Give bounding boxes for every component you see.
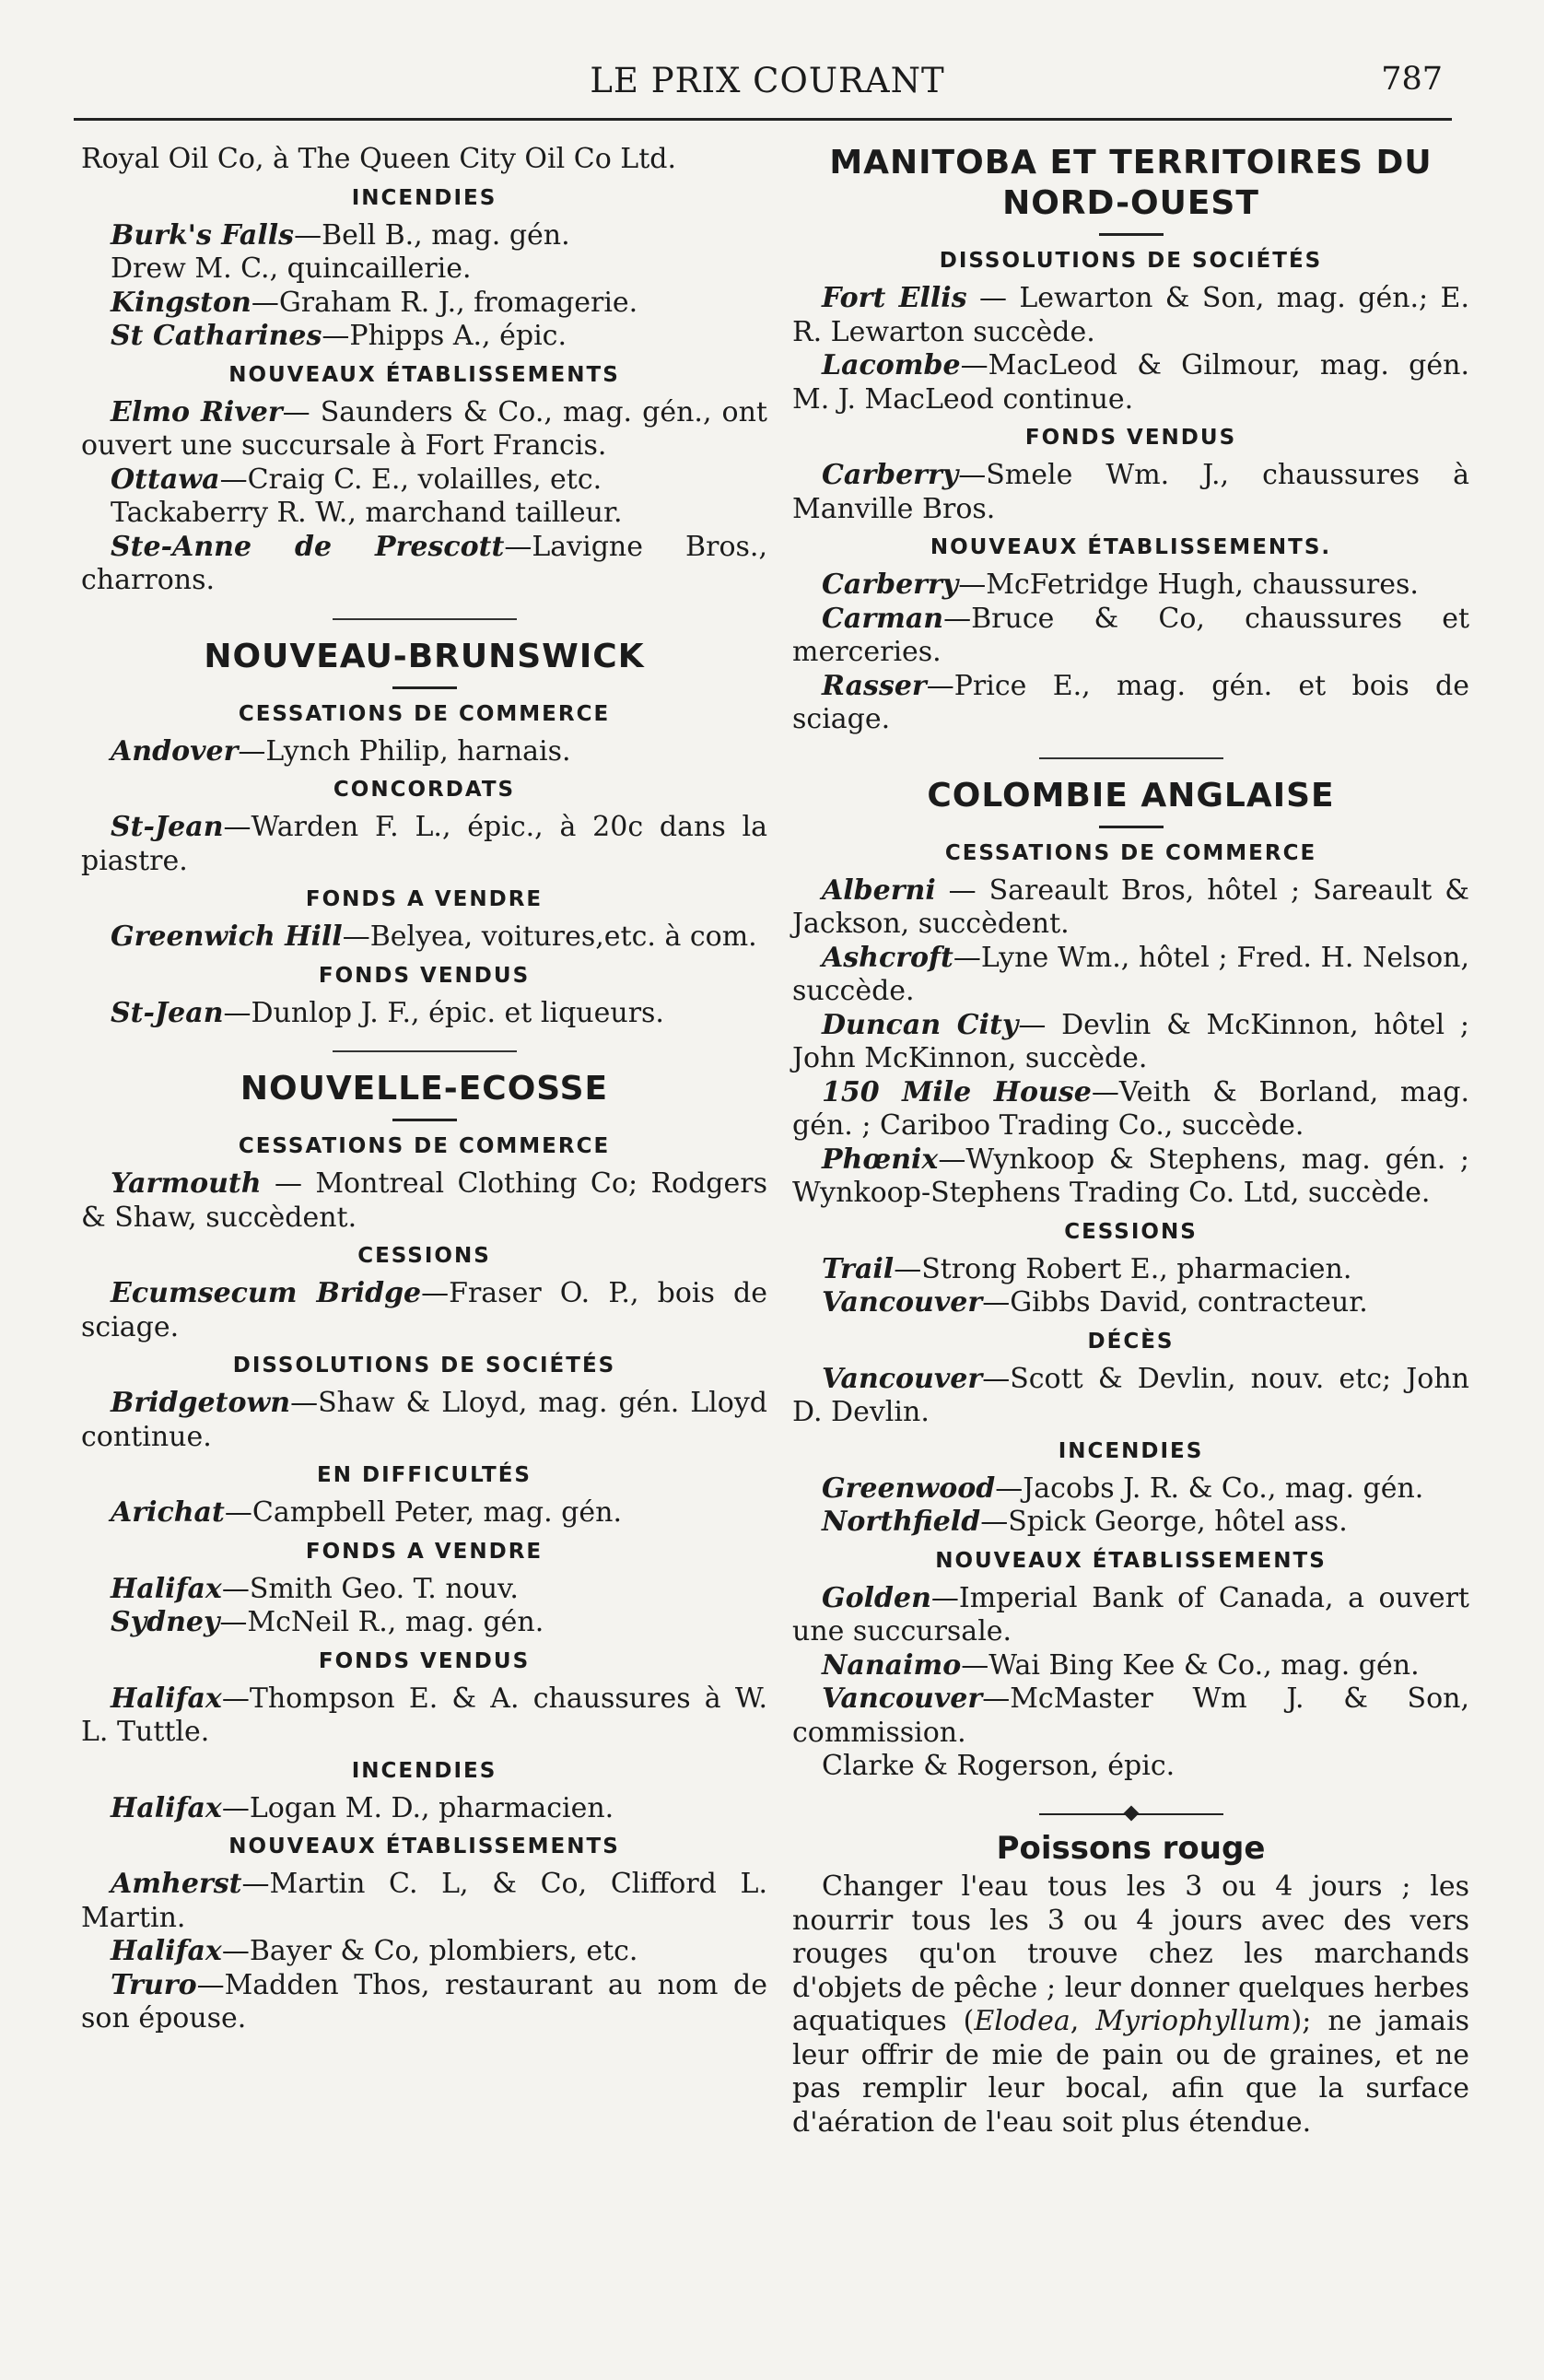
entry-text: —Veith & Borland, mag. gén. ; Cariboo Trading Co., succède.: [792, 1075, 1469, 1142]
page-header: [74, 52, 1461, 107]
divider: [333, 1050, 517, 1052]
entry: [792, 282, 1469, 349]
section-heading: NOUVEAUX ÉTABLISSEMENTS: [228, 362, 620, 387]
entry-text: —Imperial Bank of Canada, a ouvert une succursale.: [792, 1581, 1469, 1647]
entry: [81, 396, 767, 463]
entry-place: St Catharines: [111, 320, 322, 352]
entry-text: —McFetridge Hugh, chaussures.: [958, 569, 1419, 601]
entry: [81, 1573, 767, 1607]
section-heading: DISSOLUTIONS DE SOCIÉTÉS: [939, 249, 1323, 273]
section-heading: DISSOLUTIONS DE SOCIÉTÉS: [232, 1354, 616, 1378]
article-title: Poissons rouge: [996, 1829, 1266, 1867]
article-text: ); ne jamais leur offrir de mie de pain ou de graines, et ne pas remplir leur bocal, afin que la surface d'aération de l'eau soit plus étendue.: [792, 2005, 1469, 2139]
entry-place: Greenwich Hill: [111, 920, 343, 953]
diamond-icon: [1123, 1805, 1139, 1821]
entry-text: —Jacobs J. R. & Co., mag. gén.: [995, 1471, 1424, 1505]
entry: [792, 1649, 1469, 1683]
entry-place: Northfield: [822, 1506, 981, 1538]
entry-text: —Madden Thos, restaurant au nom de son épouse.: [81, 1968, 767, 2034]
entry-text: — Devlin & McKinnon, hôtel ; John McKinnon, succède.: [792, 1008, 1469, 1074]
region-heading: NOUVELLE-ECOSSE: [240, 1070, 609, 1108]
section-heading: CESSATIONS DE COMMERCE: [238, 1134, 611, 1158]
entry-place: Yarmouth: [111, 1167, 262, 1200]
entry: Drew M. C., quincaillerie.: [111, 252, 472, 285]
entry: [81, 1792, 767, 1826]
entry: [81, 811, 767, 878]
section-heading: DÉCÈS: [1087, 1329, 1175, 1354]
entry: [792, 1363, 1469, 1430]
entry-text: —MacLeod & Gilmour, mag. gén. M. J. MacLeod continue.: [792, 349, 1469, 416]
entry-place: Ste-Anne de Prescott: [111, 530, 505, 563]
article-text: Changer l'eau tous les 3 ou 4 jours ; les nourrir tous les 3 ou 4 jours avec des vers rouges qu'on trouve chez les marchands d'objets de pêche ; leur donner quelques herbes aquatiques (: [792, 1870, 1469, 2037]
entry-text: — Lewarton & Son, mag. gén.; E. R. Lewarton succède.: [792, 282, 1469, 348]
entry: [792, 1286, 1469, 1320]
running-title: LE PRIX COURANT: [590, 61, 945, 100]
entry-place: Amherst: [111, 1868, 242, 1900]
entry-text: —Martin C. L, & Co, Clifford L. Martin.: [81, 1868, 767, 1934]
entry-place: Ottawa: [111, 463, 220, 496]
section-heading: FONDS VENDUS: [318, 963, 531, 988]
entry-text: —McNeil R., mag. gén.: [219, 1606, 544, 1638]
entry: [81, 1868, 767, 1935]
entry-place: Vancouver: [822, 1682, 983, 1715]
entry: [792, 874, 1469, 942]
entry-place: Lacombe: [822, 349, 961, 381]
entry: Tackaberry R. W., marchand tailleur.: [111, 497, 623, 529]
section-heading: CONCORDATS: [333, 778, 516, 802]
entry-place: Truro: [111, 1968, 197, 2001]
entry-place: Kingston: [111, 286, 251, 319]
entry-place: Duncan City: [822, 1008, 1019, 1041]
region-heading: NOUVEAU-BRUNSWICK: [204, 637, 645, 675]
section-heading: NOUVEAUX ÉTABLISSEMENTS.: [930, 535, 1332, 559]
entry-text: —Spick George, hôtel ass.: [980, 1506, 1348, 1538]
entry: [81, 1387, 767, 1454]
entry-place: Carberry: [822, 459, 959, 491]
header-rule: [74, 118, 1452, 121]
entry-place: Carman: [822, 602, 944, 635]
entry: [792, 942, 1469, 1009]
entry-place: St-Jean: [111, 811, 224, 843]
entry-place: St-Jean: [111, 996, 224, 1029]
entry-place: Carberry: [822, 569, 959, 601]
section-heading: NOUVEAUX ÉTABLISSEMENTS: [228, 1835, 620, 1858]
region-heading: COLOMBIE ANGLAISE: [927, 776, 1335, 815]
entry-place: Ashcroft: [822, 941, 953, 974]
divider: [1099, 826, 1164, 828]
entry-text: —Lavigne Bros., charrons.: [81, 530, 767, 596]
entry-text: —Gibbs David, contracteur.: [982, 1286, 1368, 1319]
entry: [792, 1076, 1469, 1143]
article-body: [792, 1870, 1469, 2140]
entry: [792, 1682, 1469, 1750]
section-heading: FONDS A VENDRE: [305, 887, 544, 911]
entry: [792, 1472, 1469, 1507]
divider: [1099, 233, 1164, 236]
entry-place: Sydney: [111, 1606, 220, 1638]
entry-text: —Strong Robert E., pharmacien.: [894, 1252, 1352, 1285]
entry-place: Trail: [822, 1252, 895, 1285]
entry-place: Fort Ellis: [822, 282, 967, 314]
section-heading: CESSATIONS DE COMMERCE: [944, 840, 1317, 865]
section-heading: CESSIONS: [1064, 1219, 1198, 1244]
entry-place: Burk's Falls: [111, 218, 295, 252]
entry-text: —Shaw & Lloyd, mag. gén. Lloyd continue.: [81, 1387, 767, 1453]
entry: [81, 1167, 767, 1235]
section-heading: NOUVEAUX ÉTABLISSEMENTS: [935, 1548, 1327, 1573]
entry-text: —Warden F. L., épic., à 20c dans la piastre.: [81, 811, 767, 877]
entry: [81, 320, 767, 354]
entry-text: —Belyea, voitures,etc. à com.: [342, 920, 757, 953]
entry: Clarke & Rogerson, épic.: [822, 1750, 1176, 1782]
entry-text: —Dunlop J. F., épic. et liqueurs.: [223, 996, 664, 1029]
entry: [792, 670, 1469, 737]
section-heading: INCENDIES: [351, 185, 497, 210]
section-heading: FONDS VENDUS: [318, 1648, 531, 1673]
entry-text: —Price E., mag. gén. et bois de sciage.: [792, 669, 1469, 735]
section-heading: INCENDIES: [351, 1758, 497, 1783]
entry: [792, 349, 1469, 416]
entry-text: —Wai Bing Kee & Co., mag. gén.: [961, 1648, 1420, 1682]
entry: [81, 920, 767, 955]
entry-text: —Thompson E. & A. chaussures à W. L. Tuttle.: [81, 1682, 767, 1748]
entry-place: Andover: [111, 734, 239, 768]
entry: [792, 1582, 1469, 1649]
entry: [81, 1935, 767, 1969]
entry-text: —Lynch Philip, harnais.: [238, 734, 571, 768]
entry-text: —Bruce & Co, chaussures et merceries.: [792, 602, 1469, 668]
divider: [392, 1119, 457, 1121]
entry-text: —Campbell Peter, mag. gén.: [224, 1496, 622, 1529]
entry-text: —McMaster Wm J. & Son, commission.: [792, 1682, 1469, 1749]
entry-text: —Craig C. E., volailles, etc.: [219, 463, 602, 496]
section-heading: FONDS A VENDRE: [305, 1539, 544, 1564]
entry-place: Halifax: [111, 1791, 222, 1824]
entry-text: — Saunders & Co., mag. gén., ont ouvert une succursale à Fort Francis.: [81, 395, 767, 462]
entry: [792, 603, 1469, 670]
entry-text: —Fraser O. P., bois de sciage.: [81, 1277, 767, 1343]
entry-text: —Wynkoop & Stephens, mag. gén. ; Wynkoop-Stephens Trading Co. Ltd, succède.: [792, 1143, 1469, 1209]
left-column: [81, 143, 767, 2036]
entry: [792, 569, 1469, 603]
entry: [792, 1143, 1469, 1211]
entry-place: Vancouver: [822, 1286, 983, 1319]
section-heading: INCENDIES: [1058, 1438, 1204, 1463]
divider: [1039, 757, 1223, 759]
entry: [81, 463, 767, 498]
entry-place: Bridgetown: [111, 1387, 291, 1419]
section-heading: CESSIONS: [357, 1244, 491, 1268]
entry-text: —Smith Geo. T. nouv.: [221, 1572, 519, 1605]
entry-text: —Logan M. D., pharmacien.: [221, 1791, 614, 1824]
page-number: 787: [1381, 61, 1443, 98]
entry-text: —Phipps A., épic.: [322, 320, 567, 352]
divider: [333, 618, 517, 620]
entry: [81, 287, 767, 321]
entry-text: —Scott & Devlin, nouv. etc; John D. Devlin.: [792, 1362, 1469, 1428]
entry-text: —Bell B., mag. gén.: [294, 218, 570, 252]
entry-text: — Sareault Bros, hôtel ; Sareault & Jackson, succèdent.: [792, 873, 1469, 940]
article-italic: Elodea: [974, 2005, 1070, 2037]
entry: [81, 1606, 767, 1640]
entry-place: Ecumsecum Bridge: [111, 1277, 422, 1309]
entry-place: Golden: [822, 1581, 931, 1614]
entry-place: Halifax: [111, 1682, 222, 1715]
entry: [81, 1682, 767, 1750]
paragraph: Royal Oil Co, à The Queen City Oil Co Ltd.: [81, 143, 677, 175]
right-column: [792, 143, 1469, 2140]
entry-place: Rasser: [822, 669, 927, 702]
entry: [81, 1277, 767, 1344]
entry-place: Elmo River: [111, 395, 283, 428]
entry: [792, 1506, 1469, 1540]
entry: [81, 1496, 767, 1530]
divider: [392, 686, 457, 689]
entry: [792, 1253, 1469, 1287]
entry-place: Halifax: [111, 1935, 222, 1967]
entry: [81, 735, 767, 769]
entry: [792, 1009, 1469, 1076]
section-heading: FONDS VENDUS: [1024, 426, 1237, 450]
entry: [81, 1969, 767, 2036]
entry-place: Halifax: [111, 1572, 222, 1605]
entry-place: Alberni: [822, 873, 936, 907]
entry-text: —Graham R. J., fromagerie.: [251, 286, 638, 319]
entry-text: — Montreal Clothing Co; Rodgers & Shaw, succèdent.: [81, 1167, 767, 1234]
entry-text: —Smele Wm. J., chaussures à Manville Bros.: [792, 459, 1469, 525]
entry: [81, 219, 767, 253]
article-italic: Myriophyllum: [1095, 2005, 1292, 2037]
section-heading: EN DIFFICULTÉS: [317, 1463, 532, 1487]
entry-place: Arichat: [111, 1496, 225, 1529]
entry: [81, 531, 767, 598]
region-heading: MANITOBA ET TERRITOIRES DU NORD-OUEST: [829, 144, 1433, 222]
entry-place: Greenwood: [822, 1471, 996, 1505]
entry-place: Nanaimo: [822, 1648, 962, 1682]
entry: [81, 997, 767, 1031]
entry-text: —Bayer & Co, plombiers, etc.: [221, 1935, 638, 1967]
entry-place: 150 Mile House: [822, 1075, 1092, 1108]
article-text: ,: [1070, 2005, 1096, 2037]
ornament-divider: [1039, 1808, 1223, 1821]
entry-text: —Lyne Wm., hôtel ; Fred. H. Nelson, succède.: [792, 941, 1469, 1007]
entry: [792, 459, 1469, 526]
section-heading: CESSATIONS DE COMMERCE: [238, 701, 611, 726]
entry-place: Phœnix: [822, 1143, 939, 1176]
entry-place: Vancouver: [822, 1362, 983, 1395]
